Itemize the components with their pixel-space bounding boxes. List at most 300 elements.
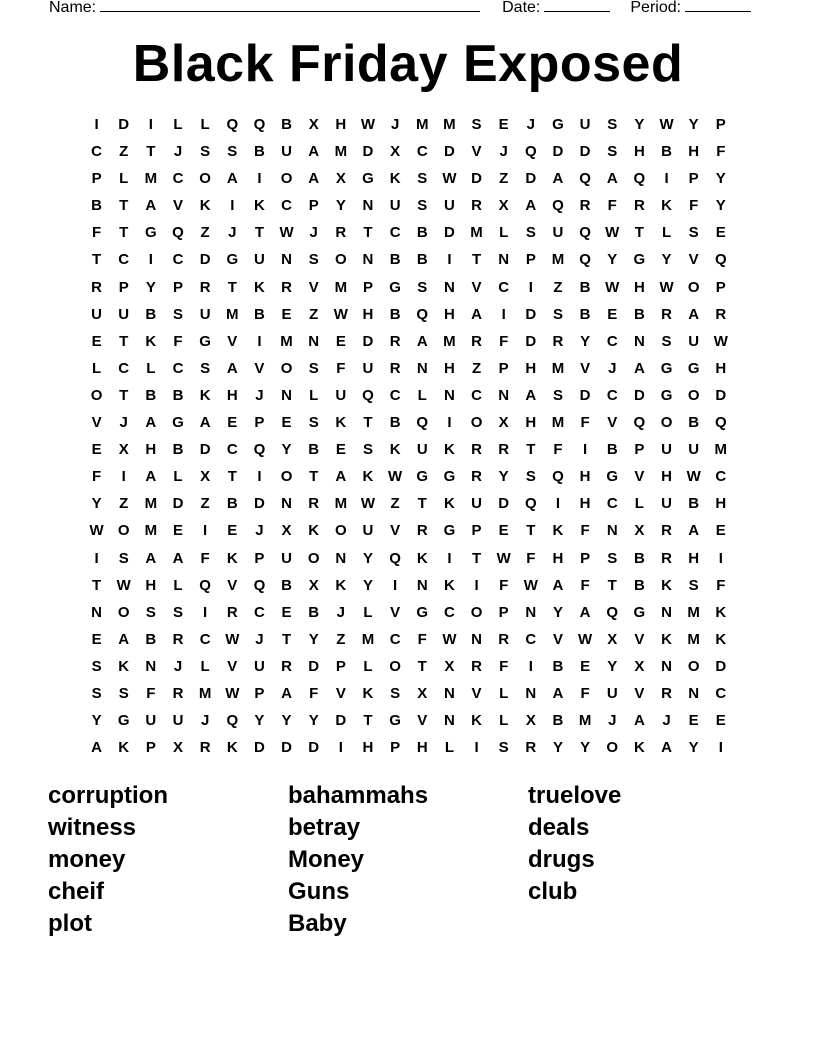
grid-cell[interactable]: S	[118, 549, 129, 567]
grid-cell[interactable]: N	[525, 684, 537, 702]
grid-cell[interactable]: L	[119, 170, 129, 188]
grid-cell[interactable]: U	[389, 197, 401, 215]
grid-cell[interactable]: W	[442, 630, 457, 648]
grid-cell[interactable]: A	[308, 170, 320, 188]
grid-cell[interactable]: N	[281, 251, 292, 269]
grid-cell[interactable]: P	[498, 603, 509, 621]
grid-cell[interactable]: B	[416, 251, 428, 269]
grid-cell[interactable]: S	[362, 441, 373, 459]
grid-cell[interactable]: C	[498, 278, 510, 296]
grid-cell[interactable]: J	[255, 630, 264, 648]
grid-cell[interactable]: I	[257, 170, 262, 188]
grid-cell[interactable]: W	[442, 170, 457, 188]
grid-cell[interactable]: L	[200, 116, 210, 133]
grid-cell[interactable]: X	[308, 576, 319, 594]
grid-cell[interactable]: A	[633, 359, 645, 377]
grid-cell[interactable]: G	[416, 603, 429, 621]
grid-cell[interactable]: T	[471, 251, 482, 269]
grid-cell[interactable]: I	[203, 522, 208, 540]
grid-cell[interactable]: A	[661, 739, 672, 757]
grid-cell[interactable]: H	[688, 143, 700, 161]
grid-cell[interactable]: Z	[119, 495, 129, 513]
grid-cell[interactable]: D	[525, 170, 537, 188]
grid-cell[interactable]: X	[118, 441, 129, 459]
grid-cell[interactable]: Z	[390, 495, 400, 513]
grid-cell[interactable]: B	[281, 576, 292, 594]
grid-cell[interactable]: C	[226, 441, 238, 459]
grid-cell[interactable]: K	[471, 712, 482, 730]
grid-cell[interactable]: O	[117, 522, 130, 540]
grid-cell[interactable]: P	[390, 739, 401, 757]
grid-cell[interactable]: S	[552, 305, 563, 323]
grid-cell[interactable]: A	[471, 305, 482, 323]
date-blank-line[interactable]	[544, 0, 610, 12]
grid-cell[interactable]: B	[91, 197, 102, 215]
grid-cell[interactable]: Y	[552, 739, 563, 757]
grid-cell[interactable]: D	[498, 495, 510, 513]
grid-cell[interactable]: E	[172, 522, 183, 540]
grid-cell[interactable]: C	[118, 251, 130, 269]
grid-cell[interactable]: H	[661, 468, 672, 486]
grid-cell[interactable]: Q	[226, 116, 239, 133]
grid-cell[interactable]: W	[388, 468, 403, 486]
grid-cell[interactable]: I	[148, 116, 153, 133]
grid-cell[interactable]: H	[633, 143, 645, 161]
grid-cell[interactable]: I	[148, 251, 153, 269]
grid-cell[interactable]: R	[416, 522, 428, 540]
grid-cell[interactable]: Q	[579, 170, 591, 188]
grid-cell[interactable]: A	[688, 522, 700, 540]
grid-cell[interactable]: N	[471, 630, 482, 648]
grid-cell[interactable]: J	[390, 116, 400, 133]
grid-cell[interactable]: R	[498, 441, 510, 459]
grid-cell[interactable]: Q	[524, 495, 537, 513]
grid-cell[interactable]: T	[254, 224, 264, 242]
grid-cell[interactable]: N	[362, 197, 374, 215]
grid-cell[interactable]: A	[145, 197, 157, 215]
grid-cell[interactable]: R	[471, 332, 482, 350]
grid-cell[interactable]: O	[90, 386, 103, 404]
grid-cell[interactable]: E	[335, 332, 346, 350]
grid-cell[interactable]: B	[389, 305, 401, 323]
grid-cell[interactable]: F	[580, 522, 590, 540]
grid-cell[interactable]: C	[471, 386, 482, 404]
grid-cell[interactable]: O	[307, 549, 320, 567]
grid-cell[interactable]: T	[119, 224, 129, 242]
grid-cell[interactable]: D	[579, 143, 591, 161]
grid-cell[interactable]: Y	[715, 170, 726, 188]
grid-cell[interactable]: V	[634, 468, 645, 486]
grid-cell[interactable]: B	[172, 386, 184, 404]
grid-cell[interactable]: T	[309, 468, 319, 486]
grid-cell[interactable]: S	[308, 414, 319, 432]
grid-cell[interactable]: C	[606, 495, 618, 513]
grid-cell[interactable]: Q	[579, 251, 591, 269]
grid-cell[interactable]: P	[498, 359, 509, 377]
grid-cell[interactable]: H	[633, 278, 645, 296]
grid-cell[interactable]: Y	[634, 116, 645, 133]
grid-cell[interactable]: N	[416, 359, 428, 377]
grid-cell[interactable]: A	[552, 684, 564, 702]
grid-cell[interactable]: N	[661, 657, 672, 675]
grid-cell[interactable]: B	[633, 576, 645, 594]
grid-cell[interactable]: S	[118, 684, 129, 702]
grid-cell[interactable]: X	[308, 116, 319, 133]
grid-cell[interactable]: D	[715, 657, 727, 675]
grid-cell[interactable]: T	[634, 224, 644, 242]
date-field[interactable]	[502, 0, 630, 17]
grid-cell[interactable]: N	[443, 712, 455, 730]
grid-cell[interactable]: W	[225, 630, 240, 648]
grid-cell[interactable]: B	[661, 143, 672, 161]
grid-cell[interactable]: H	[688, 549, 700, 567]
grid-cell[interactable]: W	[578, 630, 593, 648]
grid-cell[interactable]: F	[309, 684, 319, 702]
grid-cell[interactable]: F	[580, 684, 590, 702]
grid-cell[interactable]: K	[253, 278, 265, 296]
grid-cell[interactable]: Y	[688, 739, 699, 757]
grid-cell[interactable]: X	[335, 170, 346, 188]
grid-cell[interactable]: R	[661, 549, 672, 567]
grid-cell[interactable]: R	[471, 197, 482, 215]
grid-cell[interactable]: T	[227, 468, 237, 486]
grid-cell[interactable]: T	[91, 251, 102, 269]
grid-cell[interactable]: S	[172, 305, 183, 323]
grid-cell[interactable]: F	[526, 549, 536, 567]
grid-cell[interactable]: N	[416, 576, 428, 594]
grid-cell[interactable]: T	[227, 278, 237, 296]
grid-cell[interactable]: H	[335, 116, 347, 133]
grid-cell[interactable]: S	[417, 197, 428, 215]
grid-cell[interactable]: U	[199, 305, 211, 323]
grid-cell[interactable]: C	[172, 251, 184, 269]
grid-cell[interactable]: L	[363, 603, 373, 621]
grid-cell[interactable]: Q	[416, 305, 429, 323]
grid-cell[interactable]: O	[335, 522, 347, 540]
word-search-grid[interactable]	[83, 114, 734, 764]
grid-cell[interactable]: N	[688, 684, 700, 702]
grid-cell[interactable]: Y	[362, 549, 373, 567]
grid-cell[interactable]: N	[281, 495, 292, 513]
grid-cell[interactable]: D	[172, 495, 184, 513]
grid-cell[interactable]: J	[526, 116, 535, 133]
grid-cell[interactable]: G	[606, 468, 619, 486]
grid-cell[interactable]: Y	[580, 739, 591, 757]
grid-cell[interactable]: K	[661, 197, 672, 215]
grid-cell[interactable]: L	[661, 224, 672, 242]
grid-cell[interactable]: R	[661, 305, 672, 323]
grid-cell[interactable]: G	[443, 468, 456, 486]
grid-cell[interactable]: U	[416, 441, 428, 459]
grid-cell[interactable]: V	[471, 684, 482, 702]
grid-cell[interactable]: E	[91, 630, 102, 648]
grid-cell[interactable]: A	[281, 684, 292, 702]
grid-cell[interactable]: H	[715, 495, 727, 513]
grid-cell[interactable]: A	[525, 197, 537, 215]
grid-cell[interactable]: S	[200, 359, 211, 377]
grid-cell[interactable]: O	[389, 657, 401, 675]
grid-cell[interactable]: N	[443, 278, 455, 296]
grid-cell[interactable]: Y	[281, 441, 292, 459]
grid-cell[interactable]: W	[659, 278, 674, 296]
grid-cell[interactable]: F	[336, 359, 346, 377]
grid-cell[interactable]: T	[363, 712, 373, 730]
grid-cell[interactable]: X	[417, 684, 428, 702]
grid-cell[interactable]: E	[227, 522, 238, 540]
grid-cell[interactable]: U	[688, 332, 700, 350]
grid-cell[interactable]: T	[607, 576, 617, 594]
grid-cell[interactable]: P	[254, 414, 265, 432]
grid-cell[interactable]: I	[121, 468, 126, 486]
grid-cell[interactable]: C	[253, 603, 265, 621]
grid-cell[interactable]: L	[417, 386, 427, 404]
grid-cell[interactable]: A	[91, 739, 102, 757]
grid-cell[interactable]: I	[203, 603, 208, 621]
grid-cell[interactable]: G	[660, 386, 673, 404]
grid-cell[interactable]: N	[443, 684, 455, 702]
grid-cell[interactable]: X	[390, 143, 401, 161]
grid-cell[interactable]: N	[443, 386, 455, 404]
grid-cell[interactable]: V	[172, 197, 183, 215]
grid-cell[interactable]: B	[606, 441, 618, 459]
grid-cell[interactable]: F	[716, 143, 726, 161]
grid-cell[interactable]: B	[389, 414, 401, 432]
grid-cell[interactable]: Z	[471, 359, 482, 377]
grid-cell[interactable]: X	[498, 414, 509, 432]
grid-cell[interactable]: U	[362, 522, 374, 540]
grid-cell[interactable]: E	[580, 657, 591, 675]
grid-cell[interactable]: Y	[91, 712, 102, 730]
grid-cell[interactable]: I	[94, 116, 99, 133]
grid-cell[interactable]: Y	[580, 332, 591, 350]
grid-cell[interactable]: W	[225, 684, 240, 702]
grid-cell[interactable]: K	[308, 522, 320, 540]
grid-cell[interactable]: I	[583, 441, 588, 459]
grid-cell[interactable]: M	[687, 603, 700, 621]
grid-cell[interactable]: W	[333, 305, 348, 323]
grid-cell[interactable]: S	[661, 332, 672, 350]
grid-cell[interactable]: K	[552, 522, 564, 540]
grid-cell[interactable]: A	[145, 549, 157, 567]
grid-cell[interactable]: U	[253, 657, 265, 675]
grid-cell[interactable]: R	[633, 197, 645, 215]
grid-cell[interactable]: A	[416, 332, 428, 350]
grid-cell[interactable]: S	[498, 739, 509, 757]
grid-cell[interactable]: R	[498, 630, 510, 648]
grid-cell[interactable]: A	[308, 143, 320, 161]
grid-cell[interactable]: Q	[226, 712, 239, 730]
grid-cell[interactable]: V	[227, 576, 238, 594]
grid-cell[interactable]: U	[118, 305, 130, 323]
name-field[interactable]	[49, 0, 502, 17]
grid-cell[interactable]: M	[443, 332, 456, 350]
grid-cell[interactable]: R	[199, 739, 211, 757]
grid-cell[interactable]: S	[227, 143, 238, 161]
grid-cell[interactable]: G	[172, 414, 184, 432]
grid-cell[interactable]: H	[525, 414, 537, 432]
grid-cell[interactable]: L	[499, 684, 509, 702]
grid-cell[interactable]: B	[688, 414, 700, 432]
grid-cell[interactable]: Q	[633, 414, 646, 432]
grid-cell[interactable]: L	[499, 712, 509, 730]
grid-cell[interactable]: C	[281, 197, 292, 215]
grid-cell[interactable]: V	[227, 332, 238, 350]
grid-cell[interactable]: A	[552, 576, 564, 594]
grid-cell[interactable]: U	[443, 197, 455, 215]
grid-cell[interactable]: Q	[362, 386, 374, 404]
grid-cell[interactable]: T	[91, 576, 102, 594]
grid-cell[interactable]: C	[199, 630, 211, 648]
grid-cell[interactable]: L	[444, 739, 454, 757]
grid-cell[interactable]: B	[308, 603, 320, 621]
grid-cell[interactable]: P	[308, 197, 319, 215]
grid-cell[interactable]: Y	[308, 712, 319, 730]
grid-cell[interactable]: D	[443, 224, 455, 242]
grid-cell[interactable]: J	[200, 712, 210, 730]
grid-cell[interactable]: T	[526, 441, 536, 459]
grid-cell[interactable]: B	[253, 143, 265, 161]
grid-cell[interactable]: M	[714, 441, 728, 459]
grid-cell[interactable]: V	[227, 657, 238, 675]
grid-cell[interactable]: Y	[607, 657, 618, 675]
grid-cell[interactable]: Z	[336, 630, 346, 648]
grid-cell[interactable]: N	[145, 657, 157, 675]
grid-cell[interactable]: I	[718, 549, 723, 567]
grid-cell[interactable]: Q	[253, 116, 266, 133]
grid-cell[interactable]: Q	[552, 197, 564, 215]
grid-cell[interactable]: R	[661, 684, 672, 702]
grid-cell[interactable]: T	[119, 386, 129, 404]
grid-cell[interactable]: W	[686, 468, 701, 486]
grid-cell[interactable]: A	[688, 305, 700, 323]
grid-cell[interactable]: J	[255, 386, 264, 404]
grid-cell[interactable]: S	[471, 116, 482, 133]
grid-cell[interactable]: T	[363, 414, 373, 432]
grid-cell[interactable]: Q	[389, 549, 401, 567]
grid-cell[interactable]: Q	[714, 251, 727, 269]
grid-cell[interactable]: J	[662, 712, 671, 730]
grid-cell[interactable]: K	[443, 441, 455, 459]
grid-cell[interactable]: M	[198, 684, 212, 702]
grid-cell[interactable]: H	[362, 739, 374, 757]
grid-cell[interactable]: L	[146, 359, 156, 377]
grid-cell[interactable]: R	[281, 278, 292, 296]
grid-cell[interactable]: R	[552, 332, 564, 350]
grid-cell[interactable]: L	[91, 359, 102, 377]
grid-cell[interactable]: R	[308, 495, 320, 513]
grid-cell[interactable]: W	[523, 576, 538, 594]
grid-cell[interactable]: Y	[145, 278, 156, 296]
grid-cell[interactable]: Z	[119, 143, 129, 161]
grid-cell[interactable]: G	[199, 332, 211, 350]
grid-cell[interactable]: D	[715, 386, 727, 404]
grid-cell[interactable]: P	[335, 657, 346, 675]
grid-cell[interactable]: A	[525, 386, 537, 404]
grid-cell[interactable]: X	[634, 522, 645, 540]
grid-cell[interactable]: F	[91, 468, 102, 486]
grid-cell[interactable]: Q	[714, 414, 727, 432]
grid-cell[interactable]: I	[528, 657, 533, 675]
grid-cell[interactable]: E	[715, 224, 726, 242]
grid-cell[interactable]: U	[661, 441, 672, 459]
grid-cell[interactable]: A	[552, 170, 564, 188]
period-field[interactable]	[630, 0, 771, 17]
grid-cell[interactable]: O	[280, 170, 293, 188]
grid-cell[interactable]: R	[226, 603, 238, 621]
grid-cell[interactable]: M	[470, 224, 483, 242]
grid-cell[interactable]: S	[607, 143, 618, 161]
grid-cell[interactable]: E	[281, 603, 292, 621]
grid-cell[interactable]: D	[362, 332, 374, 350]
grid-cell[interactable]: O	[470, 603, 483, 621]
grid-cell[interactable]: Q	[524, 143, 537, 161]
grid-cell[interactable]: C	[118, 359, 130, 377]
grid-cell[interactable]: K	[389, 170, 401, 188]
grid-cell[interactable]: T	[146, 143, 156, 161]
grid-cell[interactable]: H	[525, 359, 537, 377]
grid-cell[interactable]: R	[281, 657, 292, 675]
grid-cell[interactable]: P	[91, 170, 102, 188]
grid-cell[interactable]: S	[417, 170, 428, 188]
grid-cell[interactable]: F	[607, 197, 617, 215]
grid-cell[interactable]: J	[499, 143, 508, 161]
grid-cell[interactable]: D	[253, 739, 265, 757]
grid-cell[interactable]: H	[362, 305, 374, 323]
grid-cell[interactable]: C	[389, 630, 401, 648]
grid-cell[interactable]: I	[393, 576, 398, 594]
grid-cell[interactable]: I	[474, 739, 479, 757]
grid-cell[interactable]: Q	[199, 576, 211, 594]
grid-cell[interactable]: E	[688, 712, 699, 730]
grid-cell[interactable]: Z	[200, 495, 210, 513]
grid-cell[interactable]: I	[447, 251, 452, 269]
grid-cell[interactable]: V	[471, 278, 482, 296]
grid-cell[interactable]: N	[661, 603, 672, 621]
grid-cell[interactable]: W	[89, 522, 104, 540]
grid-cell[interactable]: U	[253, 251, 265, 269]
grid-cell[interactable]: K	[443, 576, 455, 594]
grid-cell[interactable]: P	[580, 549, 591, 567]
grid-cell[interactable]: N	[498, 386, 510, 404]
grid-cell[interactable]: F	[580, 576, 590, 594]
grid-cell[interactable]: B	[308, 441, 320, 459]
grid-cell[interactable]: J	[309, 224, 318, 242]
grid-cell[interactable]: Q	[579, 224, 591, 242]
grid-cell[interactable]: G	[443, 522, 456, 540]
grid-cell[interactable]: Y	[607, 251, 618, 269]
grid-cell[interactable]: E	[715, 712, 726, 730]
grid-cell[interactable]: M	[551, 359, 565, 377]
grid-cell[interactable]: D	[253, 495, 265, 513]
grid-cell[interactable]: E	[281, 414, 292, 432]
grid-cell[interactable]: I	[528, 278, 533, 296]
grid-cell[interactable]: F	[499, 657, 509, 675]
grid-cell[interactable]: C	[715, 468, 727, 486]
grid-cell[interactable]: Z	[309, 305, 319, 323]
grid-cell[interactable]: M	[280, 332, 293, 350]
grid-cell[interactable]: O	[335, 251, 347, 269]
grid-cell[interactable]: P	[688, 170, 699, 188]
grid-cell[interactable]: X	[634, 657, 645, 675]
grid-cell[interactable]: R	[525, 739, 537, 757]
grid-cell[interactable]: E	[281, 305, 292, 323]
grid-cell[interactable]: K	[661, 576, 672, 594]
grid-cell[interactable]: P	[254, 549, 265, 567]
grid-cell[interactable]: L	[173, 468, 183, 486]
grid-cell[interactable]: Z	[200, 224, 210, 242]
grid-cell[interactable]: S	[688, 576, 699, 594]
grid-cell[interactable]: G	[633, 603, 646, 621]
